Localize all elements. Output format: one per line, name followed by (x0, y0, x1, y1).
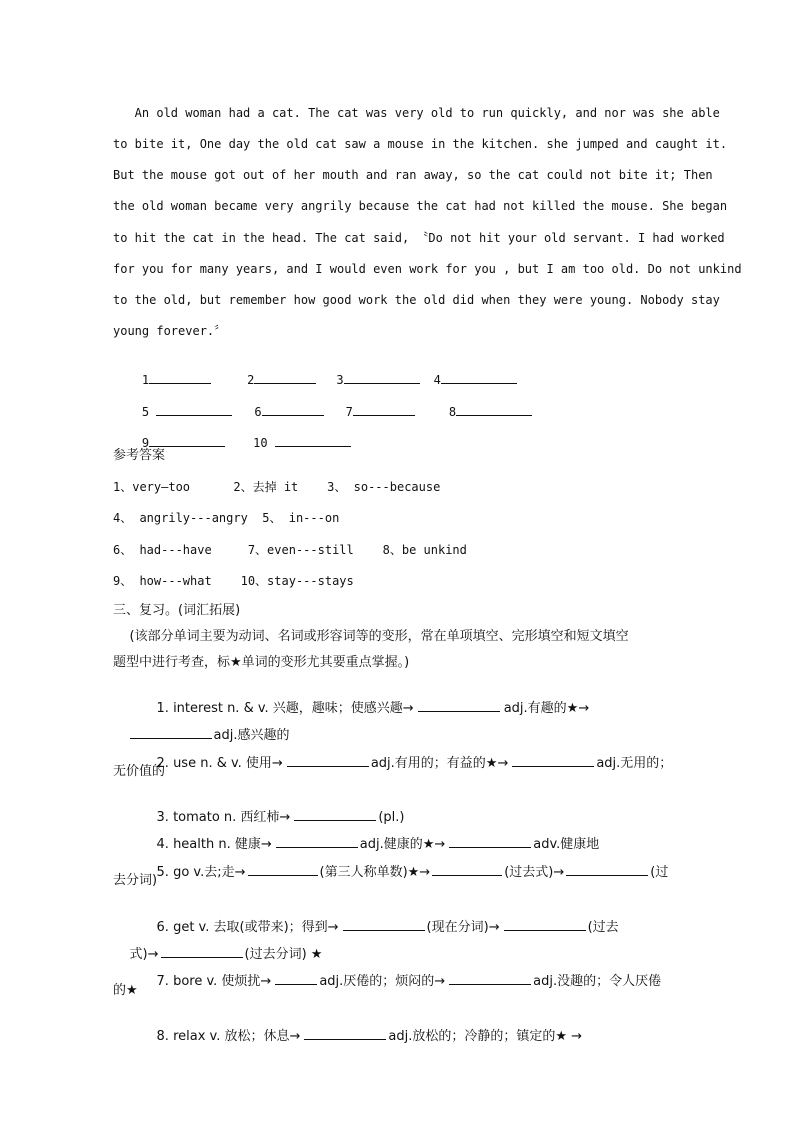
answer-blank[interactable] (248, 863, 318, 876)
answer-blank[interactable] (156, 403, 232, 416)
vocab-item-7: 7. bore v. 使烦扰→ adj.厌倦的；烦闷的→ adj.没趣的；令人厌倦 (156, 974, 662, 989)
answer-blank[interactable] (504, 918, 586, 931)
answer-blank[interactable] (456, 403, 532, 416)
blank-number: 6 (254, 405, 262, 419)
answers-heading: 参考答案 (113, 448, 166, 463)
passage-line: to bite it, One day the old cat saw a mouse in the kitchen. she jumped and caught it. (113, 137, 728, 151)
vocab-item-6-cont: 式)→ (过去分词) ★ (129, 947, 323, 962)
answer-blank[interactable] (262, 403, 324, 416)
answer-blank[interactable] (287, 754, 369, 767)
review-intro: (该部分单词主要为动词、名词或形容词等的变形，常在单项填空、完形填空和短文填空 (113, 629, 629, 644)
answer-row: 4、 angrily---angry 5、 in---on (113, 511, 340, 525)
vocab-item-8: 8. relax v. 放松；休息→ adj.放松的；冷静的；镇定的★ → (156, 1029, 583, 1044)
vocab-item-1-cont: adj.感兴趣的 (113, 708, 290, 763)
review-intro: 题型中进行考查，标★单词的变形尤其要重点掌握。) (113, 655, 410, 670)
passage-line: to the old, but remember how good work the old did when they were young. Nobody stay (113, 293, 720, 307)
vocab-item-6: 6. get v. 去取(或带来)；得到→ (现在分词)→ (过去 (156, 920, 619, 935)
answer-blank[interactable] (149, 434, 225, 447)
blank-number: 10 (253, 436, 275, 450)
blank-number: 2 (247, 373, 255, 387)
answer-blank[interactable] (344, 371, 420, 384)
vocab-item-3: 3. tomato n. 西红柿→ (pl.) (156, 810, 405, 825)
answer-blank[interactable] (304, 1027, 386, 1040)
review-heading: 三、复习。(词汇拓展) (113, 603, 241, 618)
answer-blank[interactable] (343, 918, 425, 931)
vocab-item-5-cont: 去分词) (113, 873, 158, 888)
answer-blank[interactable] (418, 699, 500, 712)
answer-blank[interactable] (512, 754, 594, 767)
blank-number: 8 (448, 405, 457, 419)
answer-blank[interactable] (275, 434, 351, 447)
answer-blank[interactable] (353, 403, 415, 416)
answer-blank[interactable] (441, 371, 517, 384)
answer-blank[interactable] (254, 371, 316, 384)
passage-line: An old woman had a cat. The cat was very old to run quickly, and nor was she able (113, 106, 720, 120)
answer-row: 1、very—too 2、去掉 it 3、 so---because (113, 480, 441, 494)
answer-blank[interactable] (566, 863, 648, 876)
vocab-item-2-cont: 无价值的 (113, 764, 166, 779)
vocab-item-4: 4. health n. 健康→ adj.健康的★→ adv.健康地 (156, 837, 600, 852)
blank-number: 4 (433, 373, 441, 387)
blank-number: 7 (345, 405, 353, 419)
vocab-item-5: 5. go v.去;走→ (第三人称单数)★→ (过去式)→ (过 (156, 865, 669, 880)
answer-row: 6、 had---have 7、even---still 8、be unkind (113, 543, 467, 557)
blank-number: 3 (336, 373, 344, 387)
blank-number: 1 (141, 373, 150, 387)
blank-number: 5 (141, 405, 157, 419)
vocab-item-1: 1. interest n. & v. 兴趣，趣味；使感兴趣→ adj.有趣的★→ (156, 701, 590, 716)
passage-line: the old woman became very angrily because the cat had not killed the mouse. She began (113, 199, 728, 213)
vocab-item-2: 2. use n. & v. 使用→ adj.有用的；有益的★→ adj.无用的； (156, 756, 673, 771)
answer-blank[interactable] (432, 863, 502, 876)
passage-line: for you for many years, and I would even work for you , but I am too old. Do not unkind (113, 262, 742, 276)
passage-line: young forever.〞 (113, 324, 227, 338)
answer-row: 9、 how---what 10、stay---stays (113, 574, 354, 588)
vocab-item-7-cont: 的★ (113, 983, 138, 998)
passage-line: to hit the cat in the head. The cat said, 〝Do not hit your old servant. I had worked (113, 231, 725, 245)
answer-blank[interactable] (149, 371, 211, 384)
answer-blank[interactable] (275, 972, 317, 985)
answer-blank[interactable] (449, 972, 531, 985)
blank-number: 9 (141, 436, 150, 450)
passage-line: But the mouse got out of her mouth and ran away, so the cat could not bite it; Then (113, 168, 713, 182)
